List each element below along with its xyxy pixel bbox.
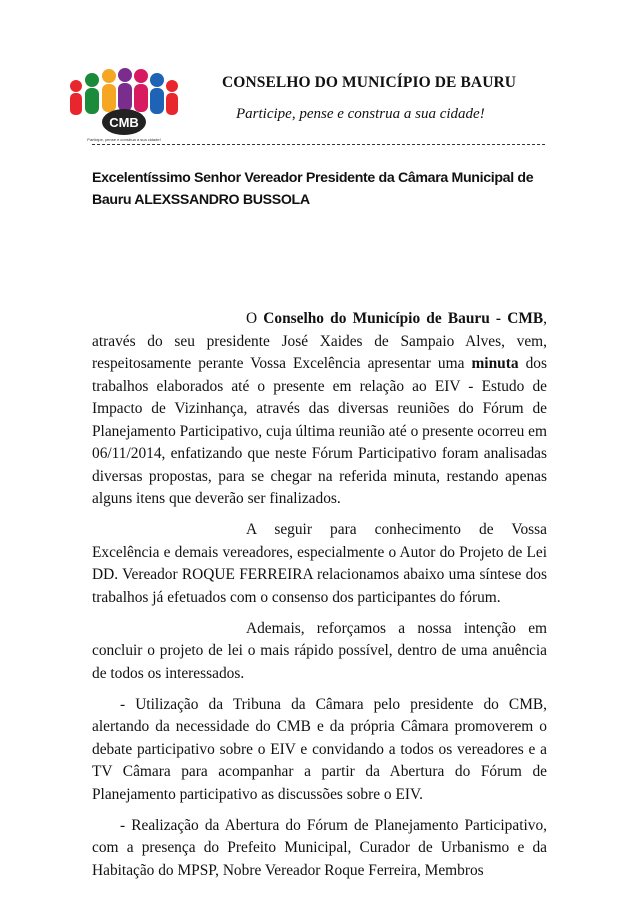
paragraph-summary: A seguir para conhecimento de Vossa Excelência e demais vereadores, especialmente o Autor do Projeto de Lei DD. Vereador ROQUE FERREIRA relacionamos abaixo uma síntese dos trabalhos já efetuados com o consenso dos participantes do fórum. [92, 521, 547, 606]
address-line-1: Excelentíssimo Senhor Vereador Presidente da Câmara Municipal de [92, 170, 534, 186]
intro-mid: , através do seu presidente José Xaides de Sampaio Alves, vem, respeitosamente perante Vossa Excelência apresentar uma [92, 310, 547, 372]
paragraph-item-abertura: - Realização da Abertura do Fórum de Planejamento Participativo, com a presença do Prefeito Municipal, Curador de Urbanismo e da Habitação do MPSP, Nobre Vereador Roque Ferreira, Membros [92, 816, 547, 879]
org-title: CONSELHO DO MUNICÍPIO DE BAURU [222, 74, 517, 91]
intro-post: dos trabalhos elaborados até o presente em relação ao EIV - Estudo de Impacto de Vizinhança, através das diversas reuniões do Fórum de Planejamento Participativo, cuja última reunião até o presente ocorreu em 06/11/2014, enfatizando que neste Fórum Participativo foram analisadas diversas propostas, para se chegar na referida minuta, restando apenas alguns itens que deverão ser finalizados. [92, 355, 547, 507]
logo-caption: Participe, pense e construa a sua cidade! [87, 137, 161, 142]
cmb-logo [62, 66, 190, 144]
intro-minuta: minuta [471, 355, 519, 372]
letter-body [92, 308, 547, 891]
header-divider [92, 144, 545, 145]
logo-text: CMB [109, 115, 139, 130]
intro-pre: O [246, 310, 264, 327]
address-block [92, 167, 552, 211]
address-line-2: Bauru ALEXSSANDRO BUSSOLA [92, 192, 310, 208]
paragraph-intro [92, 308, 547, 511]
paragraph-intent: Ademais, reforçamos a nossa intenção em concluir o projeto de lei o mais rápido possível, dentro de uma anuência de todos os interessados. [92, 619, 547, 682]
org-slogan: Participe, pense e construa a sua cidade! [236, 106, 485, 122]
intro-council-name: Conselho do Município de Bauru - CMB [263, 310, 544, 327]
paragraph-item-tribuna: - Utilização da Tribuna da Câmara pelo presidente do CMB, alertando da necessidade do CMB e da própria Câmara promoverem o debate participativo sobre o EIV e convidando a todos os vereadores e a TV Câmara para acompanhar a partir da Abertura do Fórum de Planejamento participativo as discussões sobre o EIV. [92, 695, 547, 803]
